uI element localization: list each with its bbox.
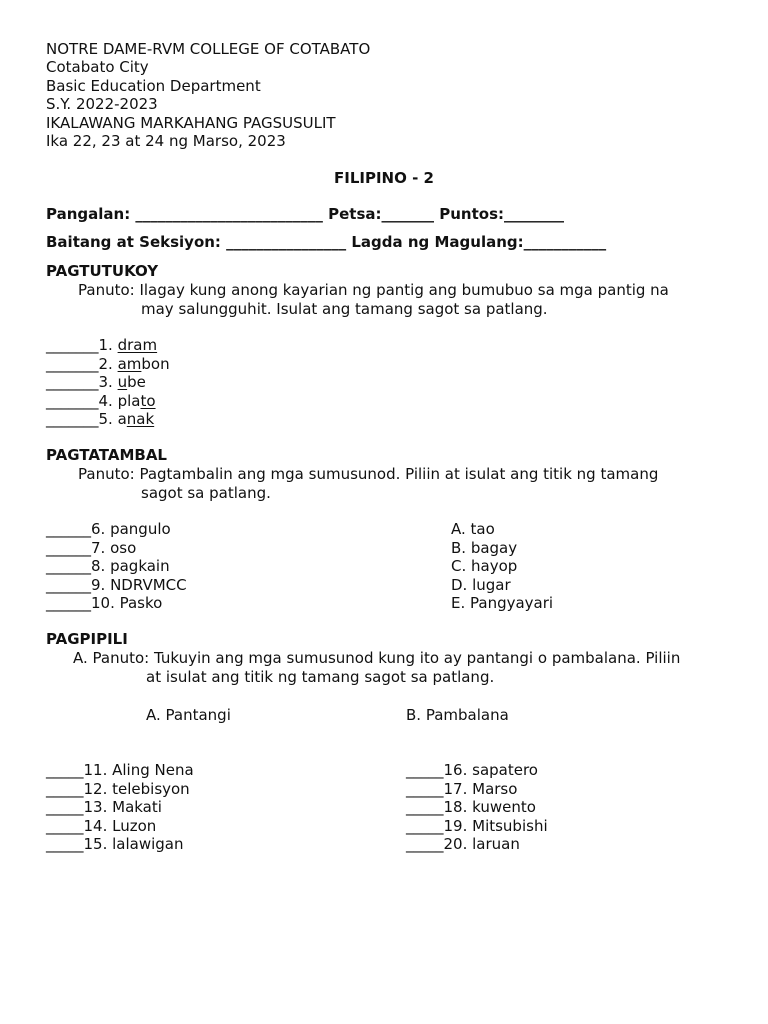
matching-choice: D. lugar xyxy=(451,575,511,594)
list-item: _____16. sapatero xyxy=(406,761,538,779)
item-number: 5. xyxy=(98,410,118,428)
instruction-line-2: sagot sa patlang. xyxy=(141,484,271,502)
answer-blank: _______ xyxy=(46,354,99,373)
list-item xyxy=(46,375,146,390)
section-heading-pagtutukoy: PAGTUTUKOY xyxy=(46,262,159,280)
underlined-syllable: nak xyxy=(126,410,155,428)
info-line-name: Pangalan: _________________________ Petsa:_______ Puntos:________ xyxy=(46,205,564,223)
matching-item: ______8. pagkain xyxy=(46,557,170,575)
list-item: _____14. Luzon xyxy=(46,816,157,835)
list-item: _____19. Mitsubishi xyxy=(406,816,548,835)
list-item: _____12. telebisyon xyxy=(46,779,190,798)
item-number: 4. xyxy=(98,391,118,410)
item-number: 2. xyxy=(98,354,118,373)
matching-item: ______10. Pasko xyxy=(46,594,163,612)
matching-item: ______9. NDRVMCC xyxy=(46,575,187,594)
list-item: _____18. kuwento xyxy=(406,798,536,816)
list-item xyxy=(46,338,157,353)
instruction-line-2: may salungguhit. Isulat ang tamang sagot sa patlang. xyxy=(141,300,548,318)
answer-blank: _______ xyxy=(46,336,99,354)
item-text: pla xyxy=(117,391,141,410)
list-item: _____11. Aling Nena xyxy=(46,761,194,779)
list-item: _____15. lalawigan xyxy=(46,835,184,853)
instruction-line-1: A. Panuto: Tukuyin ang mga sumusunod kung ito ay pantangi o pambalana. Piliin xyxy=(73,649,681,667)
section-heading-pagtatambal: PAGTATAMBAL xyxy=(46,446,167,464)
underlined-syllable: u xyxy=(117,373,128,391)
department: Basic Education Department xyxy=(46,77,261,95)
exam-dates: Ika 22, 23 at 24 ng Marso, 2023 xyxy=(46,132,286,150)
item-number: 1. xyxy=(98,336,118,354)
exam-name: IKALAWANG MARKAHANG PAGSUSULIT xyxy=(46,114,336,132)
list-item xyxy=(46,354,170,373)
instruction-line-2: at isulat ang titik ng tamang sagot sa patlang. xyxy=(146,668,495,686)
list-item xyxy=(46,412,154,427)
list-item: _____13. Makati xyxy=(46,798,162,816)
underlined-syllable: am xyxy=(117,354,142,373)
list-item xyxy=(46,391,156,410)
item-text: be xyxy=(127,373,146,391)
answer-blank: _______ xyxy=(46,410,99,428)
matching-choice: C. hayop xyxy=(451,557,518,575)
list-item: _____20. laruan xyxy=(406,835,520,853)
school-city: Cotabato City xyxy=(46,58,149,76)
section-heading-pagpipili: PAGPIPILI xyxy=(46,630,128,648)
instruction-line-1: Panuto: Pagtambalin ang mga sumusunod. Piliin at isulat ang titik ng tamang xyxy=(78,465,659,483)
info-line-section: Baitang at Seksiyon: ________________ Lagda ng Magulang:___________ xyxy=(46,233,607,251)
matching-choice: A. tao xyxy=(451,520,495,538)
matching-item: ______6. pangulo xyxy=(46,520,171,538)
school-year: S.Y. 2022-2023 xyxy=(46,95,158,113)
item-text: a xyxy=(117,410,127,428)
instruction-line-1: Panuto: Ilagay kung anong kayarian ng pantig ang bumubuo sa mga pantig na xyxy=(78,281,669,299)
option-pambalana: B. Pambalana xyxy=(406,706,509,724)
matching-choice: B. bagay xyxy=(451,538,518,557)
item-text: bon xyxy=(141,354,170,373)
matching-item: ______7. oso xyxy=(46,538,137,557)
matching-choice: E. Pangyayari xyxy=(451,594,554,612)
page-title: FILIPINO - 2 xyxy=(334,169,434,187)
item-number: 3. xyxy=(98,373,118,391)
answer-blank: _______ xyxy=(46,391,99,410)
underlined-syllable: to xyxy=(140,391,156,410)
list-item: _____17. Marso xyxy=(406,779,518,798)
underlined-syllable: dram xyxy=(117,336,158,354)
option-pantangi: A. Pantangi xyxy=(146,706,231,724)
school-name: NOTRE DAME-RVM COLLEGE OF COTABATO xyxy=(46,40,371,58)
answer-blank: _______ xyxy=(46,373,99,391)
